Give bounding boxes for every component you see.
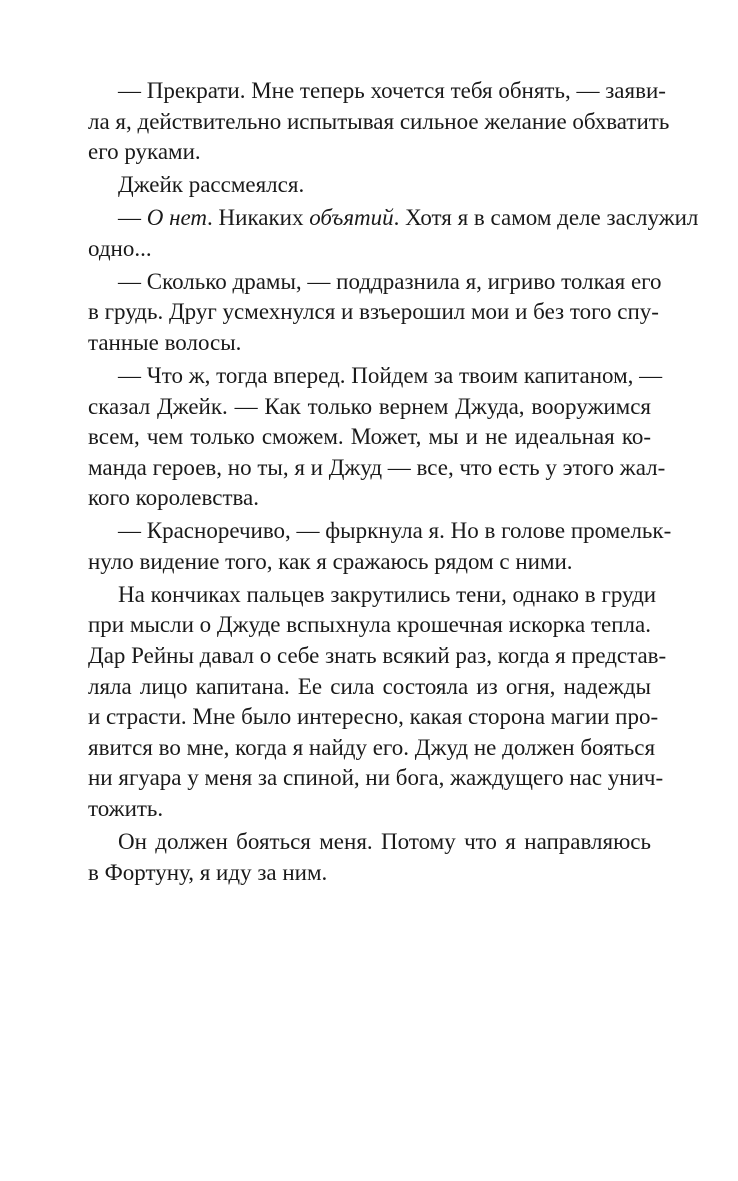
paragraph [88,361,666,514]
text-line: — Что ж, тогда вперед. Пойдем за твоим капитаном, — [118,362,663,388]
text-line: сказал Джейк. — Как только вернем Джуда, вооружимся [88,393,651,419]
paragraph [88,76,670,168]
text-line: — Прекрати. Мне теперь хочется тебя обнять, — заяви- [118,78,666,103]
text-line: — Красноречиво, — фыркнула я. Но в голове промельк- [118,518,672,544]
text-line: при мысли о Джуде вспыхнула крошечная искорка тепла. [88,612,651,638]
paragraph [88,516,672,577]
text-line: ляла лицо капитана. Ее сила состояла из огня, надежды [88,673,651,699]
text-line: ла я, действительно испытывая сильное желание обхватить [88,108,670,134]
text-line: манда героев, но ты, я и Джуд — все, что есть у этого жал- [88,454,666,480]
text-line: Дар Рейны давал о себе знать всякий раз, когда я представ- [88,643,667,669]
text-line: Джейк рассмеялся. [118,172,305,198]
paragraph [88,203,699,264]
paragraph [88,827,651,888]
text-line: кого королевства. [88,485,260,511]
text-line: ни ягуара у меня за спиной, ни бога, жаждущего нас унич- [88,765,664,791]
paragraph [88,170,651,201]
text-line: его руками. [88,139,201,165]
body-text [88,76,699,888]
italic-text: объятий [309,205,394,231]
text-line: — О нет. Никаких объятий. Хотя я в самом деле заслужил [118,205,699,231]
text-line: нуло видение того, как я сражаюсь рядом с ними. [88,548,573,574]
italic-text: О нет [146,205,208,231]
text-line: тожить. [88,796,164,821]
text-line: — Сколько драмы, — поддразнила я, игриво толкая его [118,268,662,294]
text-line: одно... [88,235,152,261]
text-line: На кончиках пальцев закрутились тени, однако в груди [118,581,657,607]
text-line: явится во мне, когда я найду его. Джуд не должен бояться [88,734,656,760]
text-line: Он должен бояться меня. Потому что я направляюсь [118,828,651,854]
text-line: танные волосы. [88,329,242,355]
paragraph [88,580,667,825]
text-line: в Фортуну, я иду за ним. [88,859,328,885]
paragraph [88,267,662,359]
text-line: в грудь. Друг усмехнулся и взъерошил мои и без того спу- [88,299,659,325]
text-line: и страсти. Мне было интересно, какая сторона магии про- [88,704,659,730]
text-line: всем, чем только сможем. Может, мы и не идеальная ко- [88,424,651,450]
